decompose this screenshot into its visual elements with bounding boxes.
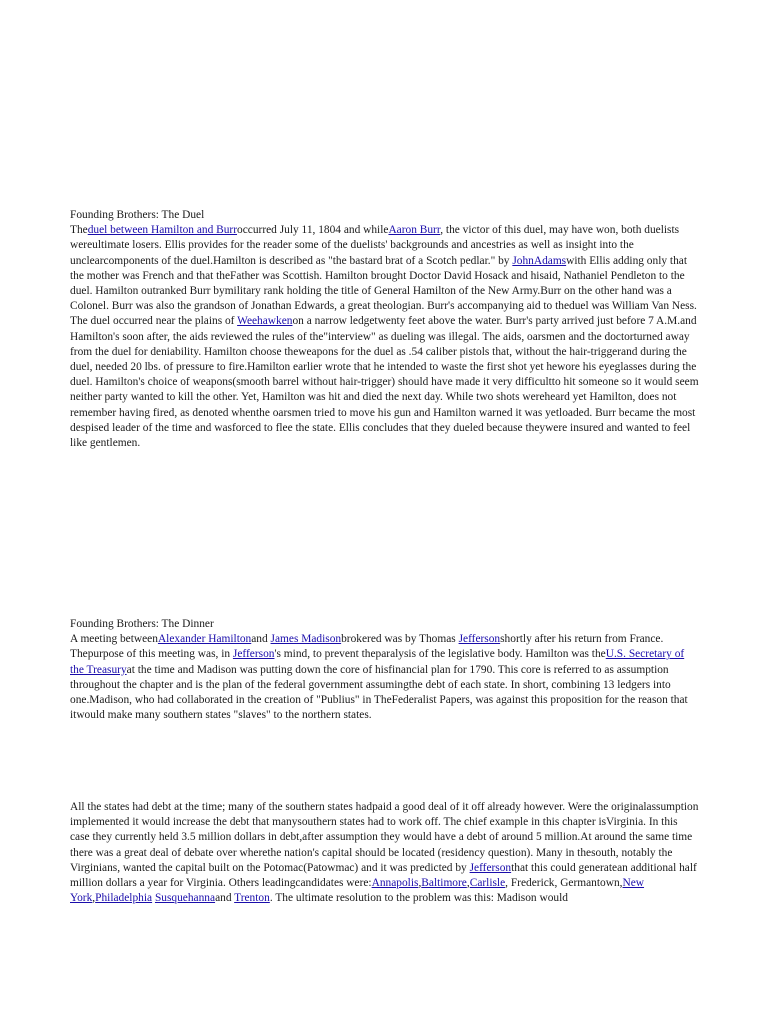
link-trenton[interactable]: Trenton [234, 892, 270, 905]
link-philadelphia[interactable]: Philadelphia [95, 892, 153, 905]
dinner-section [70, 617, 700, 723]
text-run: , the victor of this duel, may have won, both duelists wereultimate losers. Ellis provides for the reader some of the duelists' backgrounds and ancestries as well as insight into the unclearcomponents of the duel.Hamilton is described as "the bastard brat of a Scotch pedlar." by [70, 224, 680, 267]
link-duel-between-hamilton-and-burr[interactable]: duel between Hamilton and Burr [87, 224, 238, 237]
text-run: , [92, 892, 96, 905]
text-run: 's mind, to prevent theparalysis of the legislative body. Hamilton was the [274, 648, 606, 661]
text-run: at the time and Madison was putting down the core of hisfinancial plan for 1790. This core is referred to as assumption throughout the chapter and is the plan of the federal government assumingthe debt of each state. In short, combining 13 ledgers into one.Madison, who had collaborated in the creation of "Publius" in TheFederalist Papers, was against this proposition for the reason that itwould make many southern states "slaves" to the northern states. [70, 663, 688, 722]
link-john-adams[interactable]: JohnAdams [512, 254, 567, 267]
duel-section [70, 208, 700, 451]
text-run: on a narrow ledgetwenty feet above the water. Burr's party arrived just before 7 A.M.and Hamilton's soon after, the aids reviewed the rules of the"interview" as dueling was illegal. The aids, oarsmen and the doctorturned away from the duel for deniability. Hamilton choose theweapons for the duel as .54 caliber pistols that, without the hair-triggerand during the duel, needed 20 lbs. of pressure to fire.Hamilton earlier wrote that he intended to waste the first shot yet hewore his eyeglasses during the duel. Hamilton's choice of weapons(smooth barrel without hair-trigger) should have made it very difficultto hit someone so it would seem neither party wanted to kill the other. Yet, Hamilton was hit and died the next day. While two shots wereheard yet Hamilton, does not remember having fired, as denoted whenthe oarsmen tried to move his gun and Hamilton warned it was yetloaded. Burr became the most despised leader of the time and wasforced to flee the state. Ellis concludes that they dueled because theywere insured and wanted to feel like gentlemen. [70, 315, 699, 450]
text-run: and [251, 633, 271, 646]
link-aaron-burr[interactable]: Aaron Burr [388, 224, 441, 237]
dinner-heading: Founding Brothers: The Dinner [70, 618, 214, 630]
link-annapolis[interactable]: Annapolis [371, 877, 419, 890]
text-run: The [70, 224, 88, 237]
text-run: that this could generatean additional half million dollars a year for Virginia. Others leadingcandidates were: [70, 861, 697, 890]
text-run: occurred July 11, 1804 and while [237, 224, 389, 237]
link-jefferson[interactable]: Jefferson [232, 648, 275, 661]
text-run: shortly after his return from France. Thepurpose of this meeting was, in [70, 633, 664, 661]
text-run: , [418, 877, 422, 890]
text-run: All the states had debt at the time; many of the southern states hadpaid a good deal of it off already however. Were the originalassumption implemented it would increase the debt that manysouthern states had to work off. The chief example in this chapter isVirginia. In this case they currently held 3.5 million dollars in debt,after assumption they would have a debt of around 5 million.At around the same time there was a great deal of debate over wherethe nation's capital should be located (residency question). Many in thesouth, notably the Virginians, wanted the capital built on the Potomac(Patowmac) and it was predicted by [70, 801, 699, 874]
link-carlisle[interactable]: Carlisle [469, 877, 506, 890]
debt-section [70, 800, 700, 906]
link-baltimore[interactable]: Baltimore [421, 877, 467, 890]
link-us-secretary-of-the-treasury[interactable]: U.S. Secretary of the Treasury [70, 648, 685, 676]
text-run: , [466, 877, 470, 890]
debt-paragraph [70, 800, 700, 906]
duel-paragraph [70, 223, 700, 451]
link-jefferson[interactable]: Jefferson [458, 633, 501, 646]
link-jefferson[interactable]: Jefferson [469, 861, 512, 874]
text-run: , Frederick, Germantown, [505, 877, 623, 890]
text-run: . The ultimate resolution to the problem was this: Madison would [269, 892, 568, 905]
link-alexander-hamilton[interactable]: Alexander Hamilton [157, 633, 252, 646]
duel-heading: Founding Brothers: The Duel [70, 209, 205, 221]
text-run: brokered was by Thomas [341, 633, 459, 646]
link-new-york[interactable]: New York [70, 877, 645, 905]
text-run: and [215, 892, 235, 905]
text-run: with Ellis adding only that the mother was French and that theFather was Scottish. Hamilton brought Doctor David Hosack and hisaid, Nathaniel Pendleton to the duel. Hamilton outranked Burr bymilitary rank holding the title of General Hamilton of the New Army.Burr on the other hand was a Colonel. Burr was also the grandson of Jonathan Edwards, a great theologian. Burr's accompanying aid to theduel was William Van Ness. The duel occurred near the plains of [70, 254, 697, 328]
text-run: A meeting between [70, 633, 158, 646]
link-weehawken[interactable]: Weehawken [237, 315, 293, 328]
dinner-paragraph [70, 632, 700, 723]
link-james-madison[interactable]: James Madison [270, 633, 342, 646]
link-susquehanna[interactable]: Susquehanna [154, 892, 216, 905]
